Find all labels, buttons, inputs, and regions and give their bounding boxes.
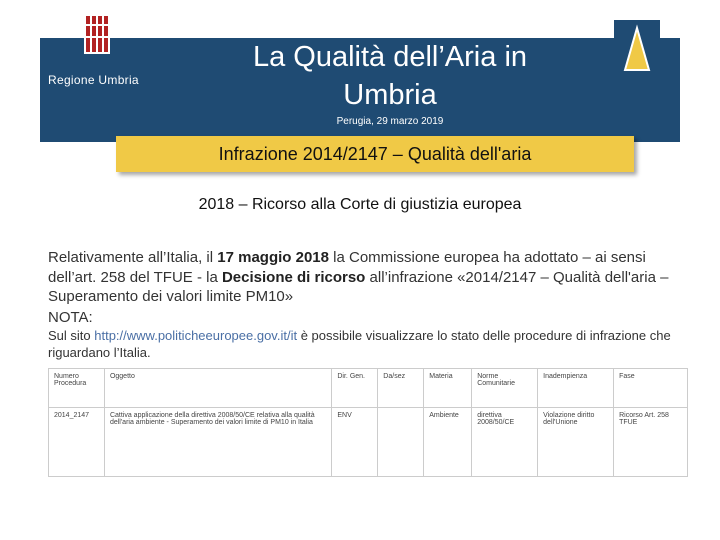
table-cell: ENV [332, 408, 378, 477]
table-header-cell: Materia [424, 369, 472, 408]
paragraph-text-3: all’infrazione «2014/2147 – Qualità dell'aria – Superamento dei valori limite PM10» [48, 268, 669, 305]
table-header-cell: Da/sez [378, 369, 424, 408]
note-text [48, 327, 688, 361]
title-line-1: La Qualità dell’Aria in [252, 41, 528, 73]
note-link[interactable]: http://www.politicheeuropee.gov.it/it [94, 328, 298, 343]
triangle-logo-box [614, 20, 660, 78]
table-cell: 2014_2147 [49, 408, 105, 477]
note-suffix: è possibile visualizzare lo stato delle procedure di infrazione che riguardano l’Italia. [48, 328, 671, 360]
triangle-icon [614, 20, 660, 78]
procedures-table [48, 368, 688, 477]
main-paragraph [48, 248, 688, 307]
paragraph-text-1: Relativamente all’Italia, il [48, 249, 218, 266]
table-cell: Violazione diritto dell'Unione [538, 408, 614, 477]
paragraph-decision: Decisione di ricorso [221, 268, 366, 286]
presentation-title [210, 38, 570, 114]
note-prefix: Sul sito [48, 328, 95, 343]
table-cell: Cattiva applicazione della direttiva 2008/50/CE relativa alla qualità dell'aria ambiente - Superamento dei valori limite di PM10 in Italia [104, 408, 331, 477]
banner-title: Infrazione 2014/2147 – Qualità dell'aria [218, 144, 532, 164]
table-header-row [49, 369, 688, 408]
table-header-cell: Dir. Gen. [332, 369, 378, 408]
umbria-logo-icon [84, 14, 110, 54]
table-header-cell: Oggetto [104, 369, 331, 408]
header-left-strip [0, 38, 40, 142]
table-cell [378, 408, 424, 477]
table-row [49, 408, 688, 477]
table-header-cell: Numero Procedura [49, 369, 105, 408]
paragraph-text-2: la Commissione europea ha adottato – ai sensi dell’art. 258 del TFUE - la [48, 249, 646, 286]
paragraph-date: 17 maggio 2018 [217, 249, 329, 266]
title-line-2: Umbria [343, 79, 437, 111]
table-header-cell: Inadempienza [538, 369, 614, 408]
table-cell: direttiva 2008/50/CE [472, 408, 538, 477]
region-label: Regione Umbria [48, 73, 139, 87]
section-title: 2018 – Ricorso alla Corte di giustizia europea [198, 196, 522, 213]
table-header-cell: Norme Comunitarie [472, 369, 538, 408]
table-cell: Ambiente [424, 408, 472, 477]
presentation-date: Perugia, 29 marzo 2019 [336, 116, 444, 127]
table-header-cell: Fase [614, 369, 688, 408]
table-cell: Ricorso Art. 258 TFUE [614, 408, 688, 477]
nota-label: NOTA: [48, 309, 93, 326]
